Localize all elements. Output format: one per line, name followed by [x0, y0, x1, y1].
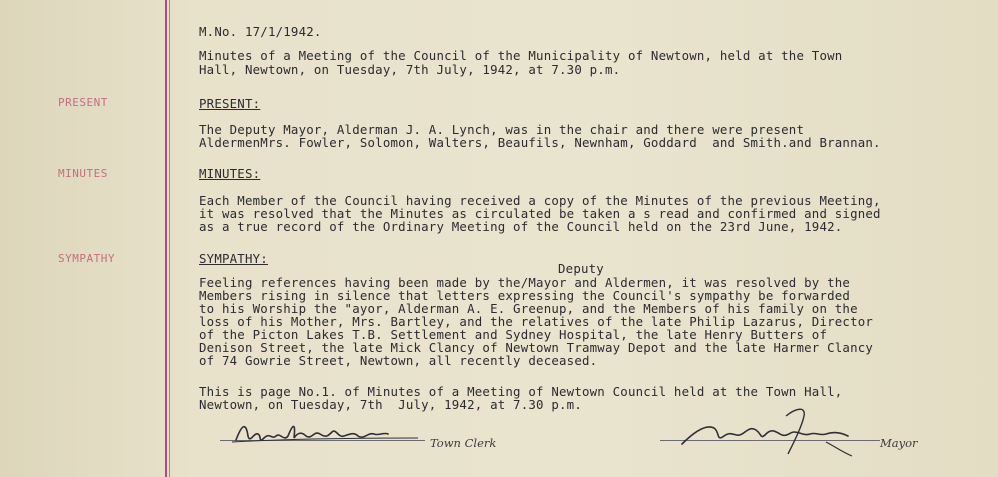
sympathy-line1: Feeling references having been made by the/Mayor and Aldermen, it was resolved by the — [199, 275, 851, 290]
meeting-title-line1: Minutes of a Meeting of the Council of the Municipality of Newtown, held at the Town — [199, 48, 843, 63]
meeting-title-line2: Hall, Newtown, on Tuesday, 7th July, 1942, at 7.30 p.m. — [199, 62, 621, 77]
margin-note-present: PRESENT — [58, 96, 108, 109]
sympathy-line3: to his Worship the "ayor, Alderman A. E. Greenup, and the Members of his family on the — [199, 301, 858, 316]
sympathy-line2: Members rising in silence that letters expressing the Council's sympathy be forwarded — [199, 288, 851, 303]
sympathy-line7: of 74 Gowrie Street, Newtown, all recently deceased. — [199, 353, 598, 368]
margin-rule-secondary — [169, 0, 170, 477]
minutes-line3: as a true record of the Ordinary Meeting of the Council held on the 23rd June, 1942. — [199, 219, 843, 234]
sympathy-line5: of the Picton Lakes T.B. Settlement and Sydney Hospital, the late Henry Butters of — [199, 327, 828, 342]
mayor-label: Mayor — [880, 436, 918, 450]
mayor-signature — [676, 402, 886, 462]
minutes-line2: it was resolved that the Minutes as circulated be taken a s read and confirmed and signed — [199, 206, 881, 221]
margin-rule — [165, 0, 167, 477]
present-heading: PRESENT: — [199, 96, 261, 111]
sympathy-insert: Deputy — [558, 261, 604, 276]
footer-line2: Newtown, on Tuesday, 7th July, 1942, at 7.30 p.m. — [199, 397, 582, 412]
minutes-heading: MINUTES: — [199, 166, 261, 181]
footer-line1: This is page No.1. of Minutes of a Meeting of Newtown Council held at the Town Hall, — [199, 384, 843, 399]
town-clerk-label: Town Clerk — [430, 436, 497, 450]
sympathy-line4: loss of his Mother, Mrs. Bartley, and the relatives of the late Philip Lazarus, Director — [199, 314, 874, 329]
minutes-line1: Each Member of the Council having received a copy of the Minutes of the previous Meeting, — [199, 193, 881, 208]
margin-note-sympathy: SYMPATHY — [58, 252, 115, 265]
sympathy-line6: Denison Street, the late Mick Clancy of Newtown Tramway Depot and the late Harmer Clancy — [199, 340, 874, 355]
minute-number: M.No. 17/1/1942. — [199, 24, 322, 39]
present-line2: AldermenMrs. Fowler, Solomon, Walters, Beaufils, Newnham, Goddard and Smith.and Brannan. — [199, 135, 881, 150]
sympathy-heading: SYMPATHY: — [199, 251, 268, 266]
clerk-signature — [228, 414, 428, 448]
present-line1: The Deputy Mayor, Alderman J. A. Lynch, was in the chair and there were present — [199, 122, 805, 137]
margin-note-minutes: MINUTES — [58, 167, 108, 180]
